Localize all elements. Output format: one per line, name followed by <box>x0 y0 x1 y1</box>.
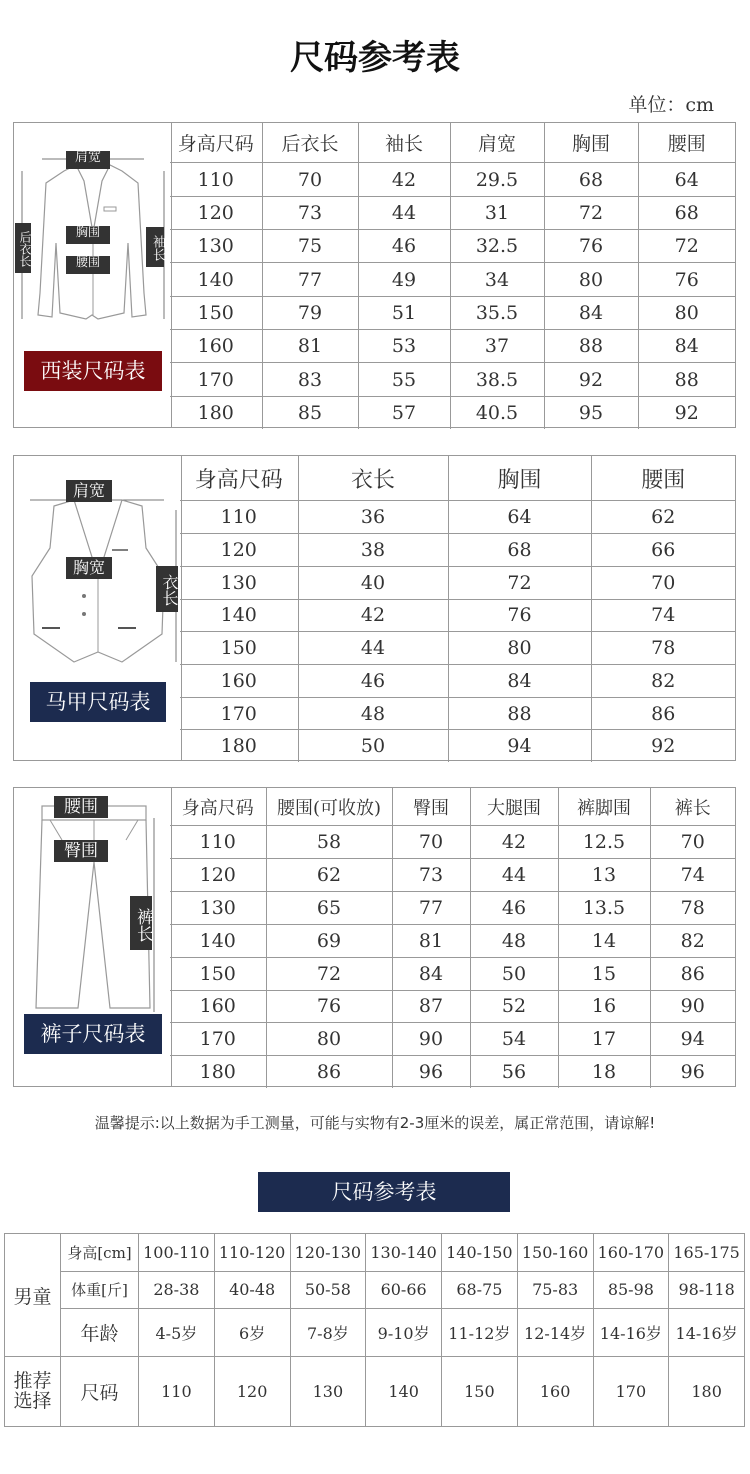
table-cell: 80 <box>266 1023 392 1056</box>
table-cell: 42 <box>470 826 558 859</box>
table-cell: 180 <box>180 730 298 762</box>
table-cell: 46 <box>358 230 450 263</box>
vest-column-header: 身高尺码 <box>180 456 298 501</box>
table-cell: 29.5 <box>450 163 544 196</box>
vest-header-row <box>180 456 735 501</box>
table-cell: 70 <box>591 566 735 599</box>
table-cell: 160-170 <box>593 1234 669 1272</box>
table-cell: 62 <box>591 501 735 534</box>
table-row <box>170 990 735 1023</box>
table-cell: 62 <box>266 859 392 892</box>
table-cell: 80 <box>638 296 735 329</box>
table-cell: 36 <box>298 501 448 534</box>
table-cell: 13.5 <box>558 892 650 925</box>
table-cell: 110 <box>180 501 298 534</box>
row-label: 尺码 <box>61 1357 139 1427</box>
table-cell: 55 <box>358 363 450 396</box>
table-cell: 64 <box>448 501 591 534</box>
table-row <box>170 296 735 329</box>
table-cell: 130 <box>170 892 266 925</box>
table-cell: 86 <box>266 1056 392 1088</box>
table-cell: 70 <box>650 826 735 859</box>
table-cell: 120-130 <box>290 1234 366 1272</box>
table-cell: 84 <box>392 957 470 990</box>
table-cell: 160 <box>517 1357 593 1427</box>
vest-size-badge: 马甲尺码表 <box>30 682 166 722</box>
table-cell: 28-38 <box>139 1271 215 1309</box>
table-cell: 130-140 <box>366 1234 442 1272</box>
suit-column-header: 腰围 <box>638 123 735 163</box>
table-row <box>170 826 735 859</box>
vest-shoulder-tag: 肩宽 <box>66 480 112 502</box>
table-cell: 86 <box>591 697 735 730</box>
pants-illustration <box>14 788 172 1086</box>
table-cell: 84 <box>448 665 591 698</box>
table-cell: 98-118 <box>669 1271 745 1309</box>
table-cell: 90 <box>392 1023 470 1056</box>
table-cell: 95 <box>544 396 638 429</box>
suit-header-row <box>170 123 735 163</box>
suit-column-header: 身高尺码 <box>170 123 262 163</box>
table-cell: 12-14岁 <box>517 1309 593 1357</box>
table-cell: 35.5 <box>450 296 544 329</box>
table-cell: 4-5岁 <box>139 1309 215 1357</box>
table-cell: 56 <box>470 1056 558 1088</box>
table-cell: 75 <box>262 230 358 263</box>
pants-size-section <box>13 787 736 1087</box>
table-cell: 100-110 <box>139 1234 215 1272</box>
table-cell: 150 <box>180 632 298 665</box>
table-cell: 58 <box>266 826 392 859</box>
vest-illustration <box>14 456 182 760</box>
table-cell: 46 <box>298 665 448 698</box>
table-cell: 160 <box>170 990 266 1023</box>
table-cell: 49 <box>358 263 450 296</box>
table-cell: 130 <box>170 230 262 263</box>
table-cell: 13 <box>558 859 650 892</box>
table-cell: 38.5 <box>450 363 544 396</box>
table-cell: 82 <box>591 665 735 698</box>
table-cell: 83 <box>262 363 358 396</box>
table-cell: 14-16岁 <box>593 1309 669 1357</box>
table-cell: 69 <box>266 924 392 957</box>
table-cell: 73 <box>392 859 470 892</box>
table-cell: 150 <box>170 296 262 329</box>
vest-column-header: 腰围 <box>591 456 735 501</box>
table-cell: 140 <box>366 1357 442 1427</box>
table-row <box>180 501 735 534</box>
table-row <box>170 263 735 296</box>
table-cell: 88 <box>544 330 638 363</box>
table-cell: 14-16岁 <box>669 1309 745 1357</box>
pants-column-header: 大腿围 <box>470 788 558 826</box>
suit-column-header: 胸围 <box>544 123 638 163</box>
table-row <box>5 1357 745 1427</box>
table-cell: 74 <box>591 599 735 632</box>
table-row <box>170 859 735 892</box>
table-cell: 40.5 <box>450 396 544 429</box>
suit-column-header: 肩宽 <box>450 123 544 163</box>
table-row <box>180 730 735 762</box>
table-cell: 94 <box>650 1023 735 1056</box>
pants-size-badge: 裤子尺码表 <box>24 1014 162 1054</box>
table-row <box>170 196 735 229</box>
pants-length-tag: 裤长 <box>130 896 152 950</box>
table-cell: 180 <box>170 396 262 429</box>
table-cell: 68 <box>544 163 638 196</box>
vest-chest-tag: 胸宽 <box>66 557 112 579</box>
pants-column-header: 裤长 <box>650 788 735 826</box>
table-row <box>170 1023 735 1056</box>
table-cell: 76 <box>544 230 638 263</box>
table-cell: 120 <box>170 859 266 892</box>
table-cell: 42 <box>358 163 450 196</box>
table-row <box>170 230 735 263</box>
table-cell: 72 <box>448 566 591 599</box>
table-cell: 73 <box>262 196 358 229</box>
table-cell: 60-66 <box>366 1271 442 1309</box>
table-cell: 160 <box>180 665 298 698</box>
table-cell: 120 <box>180 534 298 567</box>
table-cell: 150 <box>442 1357 518 1427</box>
table-cell: 18 <box>558 1056 650 1088</box>
table-cell: 72 <box>638 230 735 263</box>
table-cell: 77 <box>262 263 358 296</box>
pants-column-header: 身高尺码 <box>170 788 266 826</box>
table-cell: 42 <box>298 599 448 632</box>
table-cell: 92 <box>544 363 638 396</box>
table-row <box>5 1234 745 1272</box>
table-cell: 40 <box>298 566 448 599</box>
table-cell: 96 <box>392 1056 470 1088</box>
table-cell: 88 <box>448 697 591 730</box>
table-cell: 84 <box>638 330 735 363</box>
vest-column-header: 胸围 <box>448 456 591 501</box>
table-cell: 68 <box>448 534 591 567</box>
table-cell: 82 <box>650 924 735 957</box>
vest-size-table <box>180 456 735 762</box>
table-cell: 68-75 <box>442 1271 518 1309</box>
table-row <box>170 924 735 957</box>
table-cell: 79 <box>262 296 358 329</box>
table-cell: 140 <box>180 599 298 632</box>
table-cell: 51 <box>358 296 450 329</box>
recommend-banner: 尺码参考表 <box>258 1172 510 1212</box>
table-cell: 54 <box>470 1023 558 1056</box>
table-row <box>5 1309 745 1357</box>
table-cell: 110-120 <box>214 1234 290 1272</box>
table-cell: 92 <box>638 396 735 429</box>
table-cell: 15 <box>558 957 650 990</box>
suit-chest-tag: 胸围 <box>66 226 110 244</box>
table-cell: 78 <box>650 892 735 925</box>
pants-column-header: 腰围(可收放) <box>266 788 392 826</box>
table-cell: 68 <box>638 196 735 229</box>
table-row <box>180 566 735 599</box>
table-cell: 76 <box>448 599 591 632</box>
table-cell: 44 <box>358 196 450 229</box>
table-cell: 94 <box>448 730 591 762</box>
table-row <box>180 599 735 632</box>
table-cell: 96 <box>650 1056 735 1088</box>
table-row <box>180 697 735 730</box>
vest-size-section <box>13 455 736 761</box>
unit-label: 单位：cm <box>628 94 714 116</box>
table-cell: 50 <box>470 957 558 990</box>
table-cell: 170 <box>593 1357 669 1427</box>
table-cell: 17 <box>558 1023 650 1056</box>
row-label: 年龄 <box>61 1309 139 1357</box>
group-label-boys: 男童 <box>5 1234 61 1357</box>
table-cell: 86 <box>650 957 735 990</box>
pants-header-row <box>170 788 735 826</box>
table-cell: 81 <box>392 924 470 957</box>
table-cell: 12.5 <box>558 826 650 859</box>
table-cell: 37 <box>450 330 544 363</box>
table-cell: 75-83 <box>517 1271 593 1309</box>
table-cell: 77 <box>392 892 470 925</box>
row-label: 身高[cm] <box>61 1234 139 1272</box>
table-row <box>170 330 735 363</box>
table-row <box>170 892 735 925</box>
pants-column-header: 裤脚围 <box>558 788 650 826</box>
vest-length-tag: 衣长 <box>156 566 178 612</box>
pants-size-table <box>170 788 735 1088</box>
table-cell: 48 <box>298 697 448 730</box>
pants-column-header: 臀围 <box>392 788 470 826</box>
table-cell: 80 <box>448 632 591 665</box>
suit-size-section <box>13 122 736 428</box>
table-cell: 44 <box>298 632 448 665</box>
table-cell: 80 <box>544 263 638 296</box>
table-cell: 90 <box>650 990 735 1023</box>
recommend-size-table <box>4 1233 745 1427</box>
table-row <box>180 534 735 567</box>
pick-label: 推荐 选择 <box>5 1357 61 1427</box>
table-cell: 70 <box>262 163 358 196</box>
suit-column-header: 后衣长 <box>262 123 358 163</box>
suit-size-table <box>170 123 735 429</box>
table-cell: 57 <box>358 396 450 429</box>
table-cell: 6岁 <box>214 1309 290 1357</box>
table-cell: 170 <box>180 697 298 730</box>
table-cell: 81 <box>262 330 358 363</box>
table-cell: 84 <box>544 296 638 329</box>
table-cell: 160 <box>170 330 262 363</box>
table-cell: 120 <box>214 1357 290 1427</box>
pants-hip-tag: 臀围 <box>54 840 108 862</box>
table-cell: 110 <box>139 1357 215 1427</box>
table-cell: 34 <box>450 263 544 296</box>
table-cell: 50 <box>298 730 448 762</box>
table-cell: 150-160 <box>517 1234 593 1272</box>
table-row <box>170 363 735 396</box>
table-cell: 76 <box>638 263 735 296</box>
table-cell: 38 <box>298 534 448 567</box>
table-cell: 170 <box>170 1023 266 1056</box>
table-cell: 72 <box>544 196 638 229</box>
suit-column-header: 袖长 <box>358 123 450 163</box>
table-cell: 110 <box>170 163 262 196</box>
table-cell: 32.5 <box>450 230 544 263</box>
table-cell: 85-98 <box>593 1271 669 1309</box>
table-cell: 16 <box>558 990 650 1023</box>
table-cell: 140 <box>170 924 266 957</box>
table-cell: 74 <box>650 859 735 892</box>
table-cell: 11-12岁 <box>442 1309 518 1357</box>
table-cell: 92 <box>591 730 735 762</box>
table-cell: 9-10岁 <box>366 1309 442 1357</box>
table-cell: 46 <box>470 892 558 925</box>
table-row <box>180 632 735 665</box>
suit-waist-tag: 腰围 <box>66 256 110 274</box>
table-cell: 140 <box>170 263 262 296</box>
table-cell: 130 <box>290 1357 366 1427</box>
suit-shoulder-tag: 肩宽 <box>66 151 110 169</box>
table-cell: 72 <box>266 957 392 990</box>
table-cell: 40-48 <box>214 1271 290 1309</box>
table-cell: 130 <box>180 566 298 599</box>
table-cell: 140-150 <box>442 1234 518 1272</box>
table-cell: 180 <box>170 1056 266 1088</box>
table-cell: 31 <box>450 196 544 229</box>
table-cell: 14 <box>558 924 650 957</box>
table-cell: 120 <box>170 196 262 229</box>
table-row <box>170 163 735 196</box>
table-cell: 165-175 <box>669 1234 745 1272</box>
table-cell: 180 <box>669 1357 745 1427</box>
table-cell: 48 <box>470 924 558 957</box>
vest-column-header: 衣长 <box>298 456 448 501</box>
table-cell: 170 <box>170 363 262 396</box>
table-cell: 50-58 <box>290 1271 366 1309</box>
table-cell: 66 <box>591 534 735 567</box>
table-row <box>170 396 735 429</box>
pants-waist-tag: 腰围 <box>54 796 108 818</box>
measurement-note: 温馨提示:以上数据为手工测量，可能与实物有2-3厘米的误差，属正常范围，请谅解! <box>94 1114 656 1132</box>
page-title: 尺码参考表 <box>290 38 460 78</box>
table-cell: 52 <box>470 990 558 1023</box>
table-cell: 88 <box>638 363 735 396</box>
table-row <box>170 1056 735 1088</box>
table-cell: 87 <box>392 990 470 1023</box>
table-cell: 7-8岁 <box>290 1309 366 1357</box>
table-cell: 64 <box>638 163 735 196</box>
suit-sleeve-tag: 袖长 <box>146 227 164 267</box>
table-row <box>170 957 735 990</box>
table-cell: 65 <box>266 892 392 925</box>
table-cell: 85 <box>262 396 358 429</box>
table-cell: 70 <box>392 826 470 859</box>
table-cell: 76 <box>266 990 392 1023</box>
table-row <box>5 1271 745 1309</box>
table-cell: 53 <box>358 330 450 363</box>
table-cell: 44 <box>470 859 558 892</box>
table-cell: 150 <box>170 957 266 990</box>
suit-back-length-tag: 后衣长 <box>15 223 31 273</box>
table-cell: 110 <box>170 826 266 859</box>
table-cell: 78 <box>591 632 735 665</box>
suit-size-badge: 西装尺码表 <box>24 351 162 391</box>
table-row <box>180 665 735 698</box>
suit-illustration <box>14 123 172 427</box>
row-label: 体重[斤] <box>61 1271 139 1309</box>
